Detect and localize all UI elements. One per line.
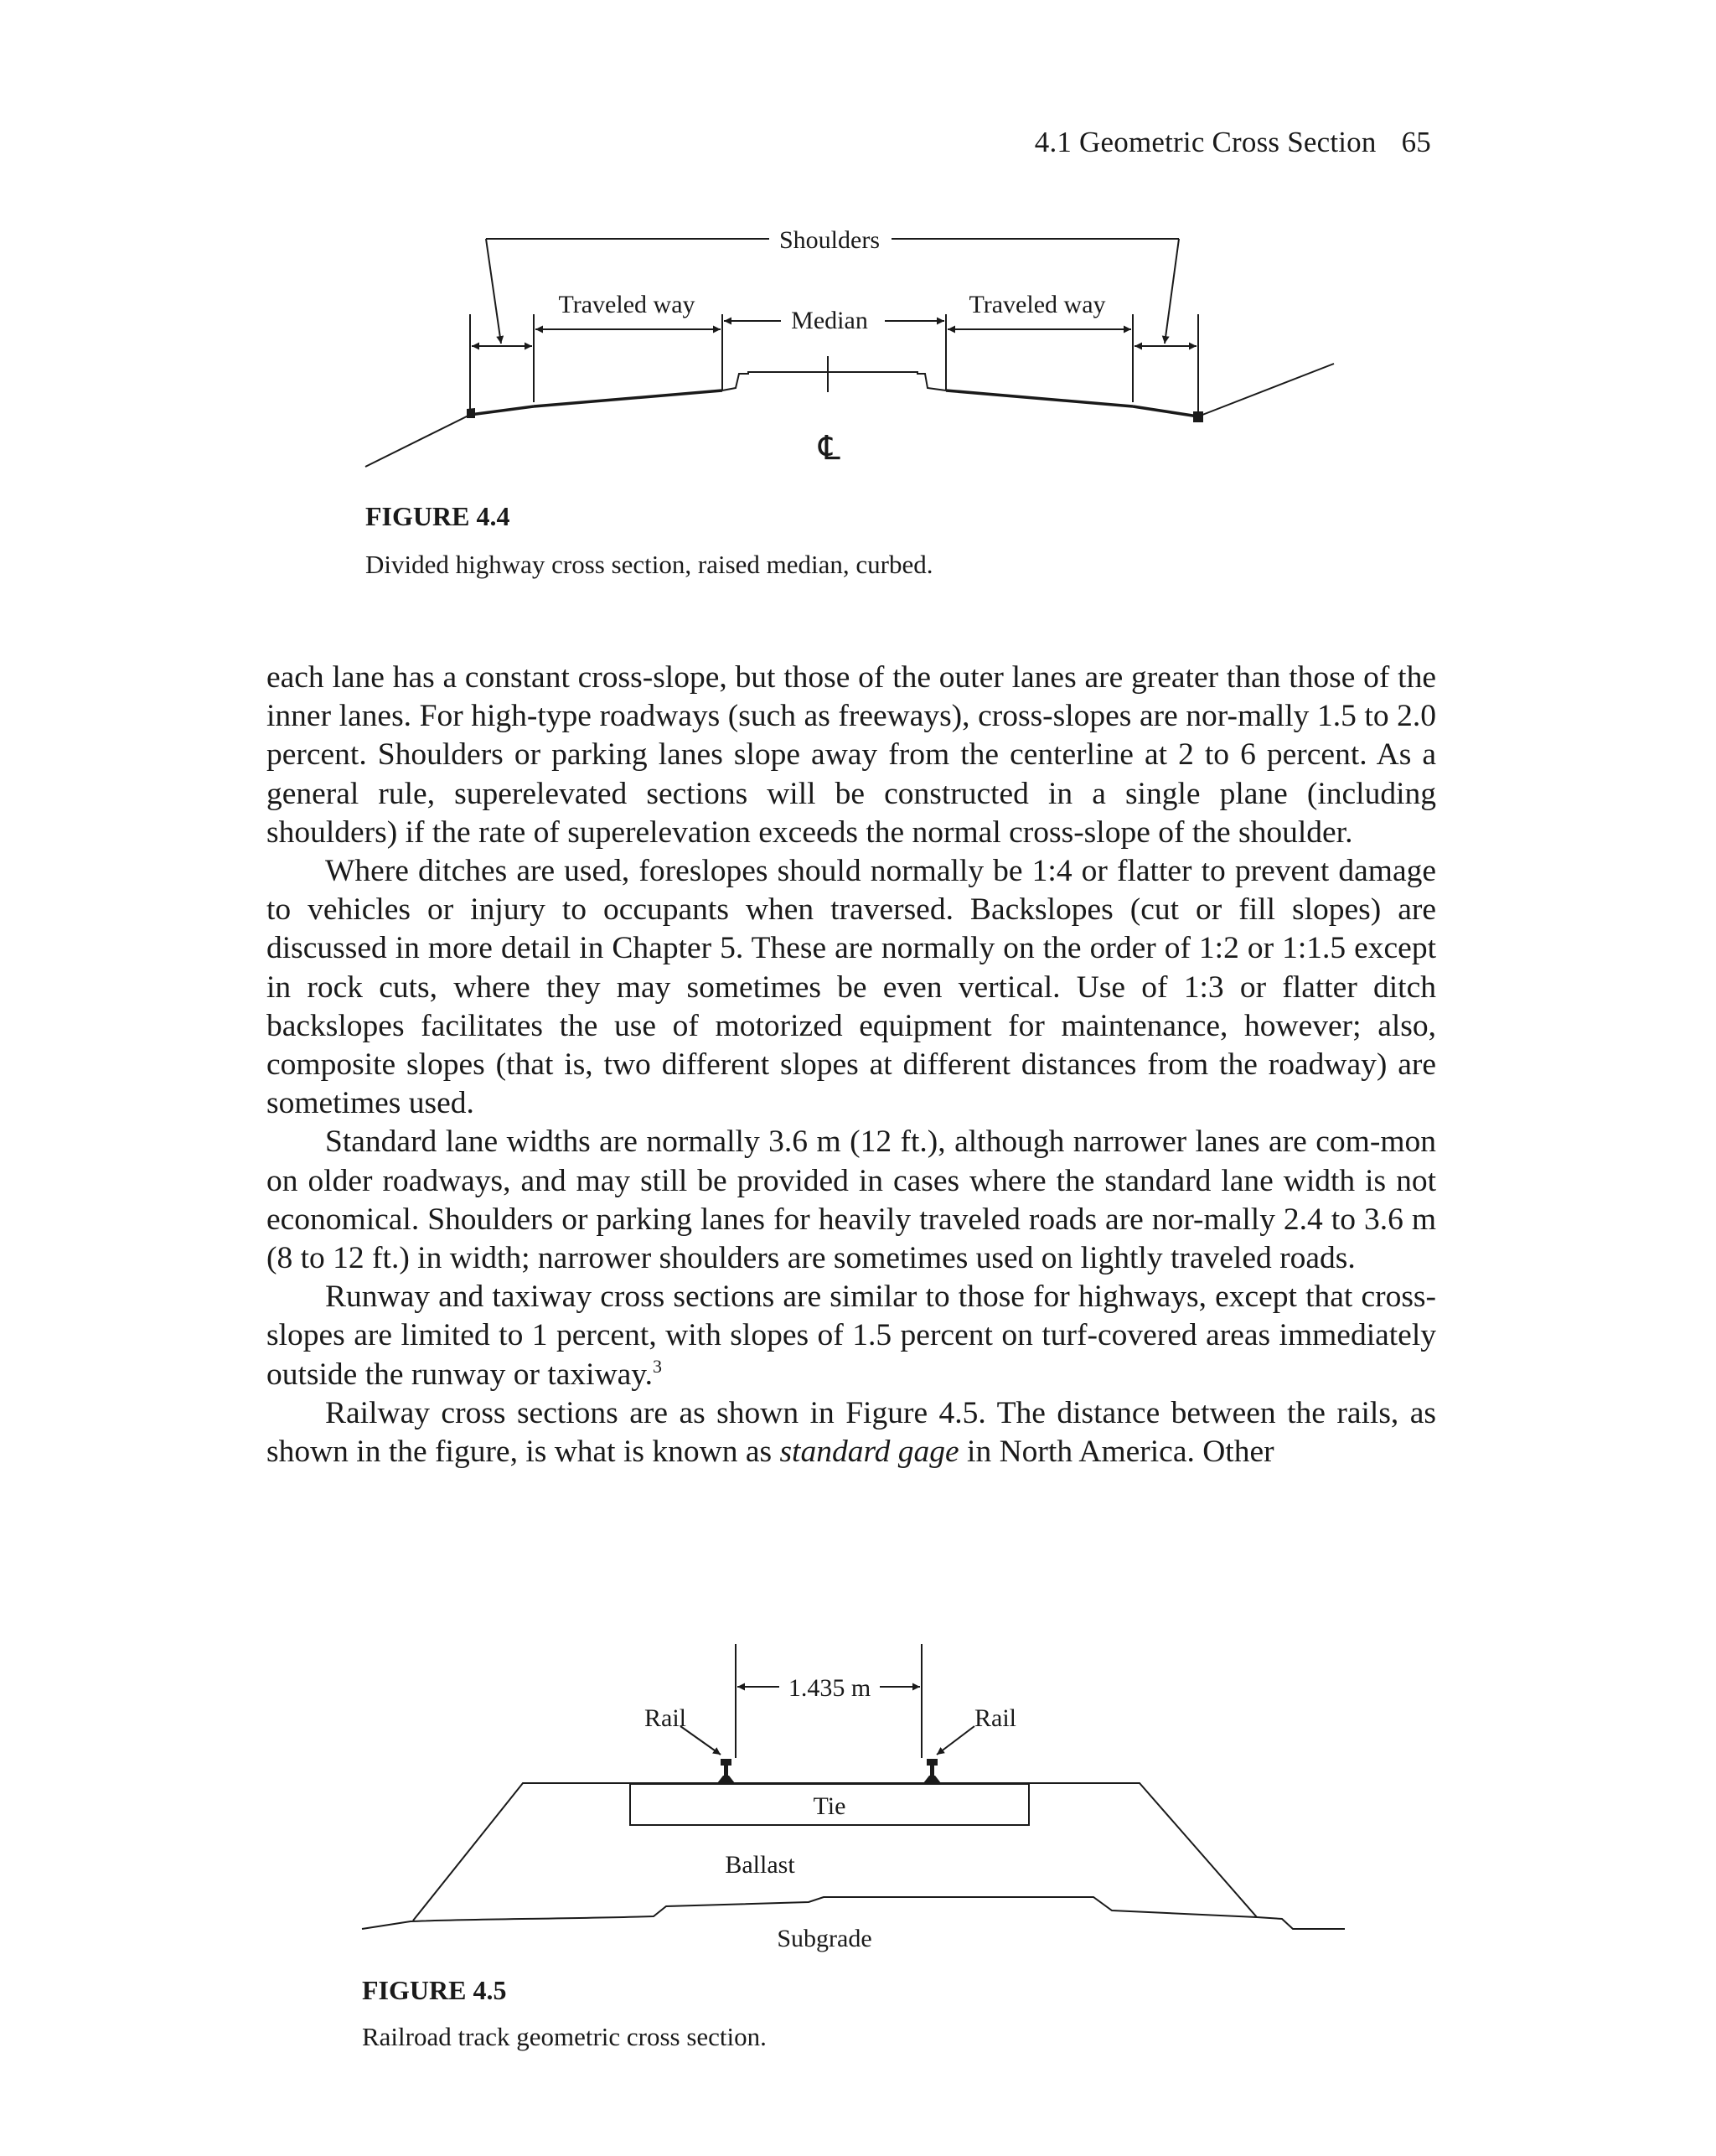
curb-right [1193, 411, 1203, 422]
figure-4-4-caption: Divided highway cross section, raised median, curbed. [365, 550, 933, 579]
median-label: Median [791, 307, 868, 334]
gauge-label: 1.435 m [788, 1674, 871, 1702]
curb-left [467, 408, 475, 418]
centerline-symbol: ℄ [819, 429, 840, 467]
paragraph-4-text: Runway and taxiway cross sections are similar to those for highways, except that cross-slopes are limited to 1 percent, with slopes of 1.5 percent on turf-covered areas immediately outside the runway or taxiway. [266, 1280, 1436, 1392]
paragraph-4 [266, 1278, 1436, 1394]
figure-4-5-diagram [0, 1592, 1716, 2011]
rail-right-label: Rail [974, 1704, 1016, 1732]
paragraph-5-text-start: Railway cross sections are as shown in Figure 4.5. The distance between the rails, as shown in the figure, is what is known as [266, 1395, 1436, 1470]
traveled-way-right-label: Traveled way [969, 291, 1106, 318]
subgrade-label: Subgrade [777, 1925, 872, 1952]
figure-4-5-caption: Railroad track geometric cross section. [362, 2022, 767, 2051]
shoulders-label: Shoulders [779, 226, 880, 254]
paragraph-5 [266, 1394, 1436, 1471]
ballast-label: Ballast [725, 1851, 795, 1879]
body-text [266, 659, 1436, 1471]
traveled-way-left-label: Traveled way [558, 291, 695, 318]
paragraph-5-text-end: in North America. Other [959, 1435, 1274, 1470]
paragraph-1: each lane has a constant cross-slope, but those of the outer lanes are greater than those of the inner lanes. For high-type roadways (such as freeways), cross-slopes are nor-mally 1.5 to 2.0 percent. Shoulders or parking lanes slope away from the centerline at 2 to 6 percent. As a general rule, superelevated sections will be constructed in a single plane (including shoulders) if the rate of superelevation exceeds the normal cross-slope of the shoulder. [266, 660, 1436, 850]
footnote-marker: 3 [653, 1355, 662, 1377]
tie-label: Tie [813, 1792, 846, 1820]
figure-4-5-label: FIGURE 4.5 [362, 1975, 507, 2005]
section-title: 4.1 Geometric Cross Section [1034, 126, 1377, 158]
paragraph-3: Standard lane widths are normally 3.6 m (12 ft.), although narrower lanes are com-mon on older roadways, and may still be provided in cases where the standard lane width is not economical. Shoulders or parking lanes for heavily traveled roads are nor-mally 2.4 to 3.6 m (8 to 12 ft.) in width; narrower shoulders are sometimes used on lightly traveled roads. [266, 1125, 1436, 1276]
rail-right [927, 1759, 938, 1766]
figure-4-4-label: FIGURE 4.4 [365, 501, 510, 531]
standard-gage-term: standard gage [779, 1435, 959, 1470]
page-number: 65 [1401, 126, 1431, 158]
rail-left [721, 1759, 731, 1766]
figure-4-4-diagram [0, 0, 1716, 503]
paragraph-2: Where ditches are used, foreslopes should normally be 1:4 or flatter to prevent damage to vehicles or injury to occupants when traversed. Backslopes (cut or fill slopes) are discussed in more detail in Chapter 5. These are normally on the order of 1:2 or 1:1.5 except in rock cuts, where they may sometimes be even vertical. Use of 1:3 or flatter ditch backslopes facilitates the use of motorized equipment for maintenance, however; also, composite slopes (that is, two different slopes at different distances from the roadway) are sometimes used. [266, 854, 1436, 1121]
rail-left-label: Rail [644, 1704, 686, 1732]
